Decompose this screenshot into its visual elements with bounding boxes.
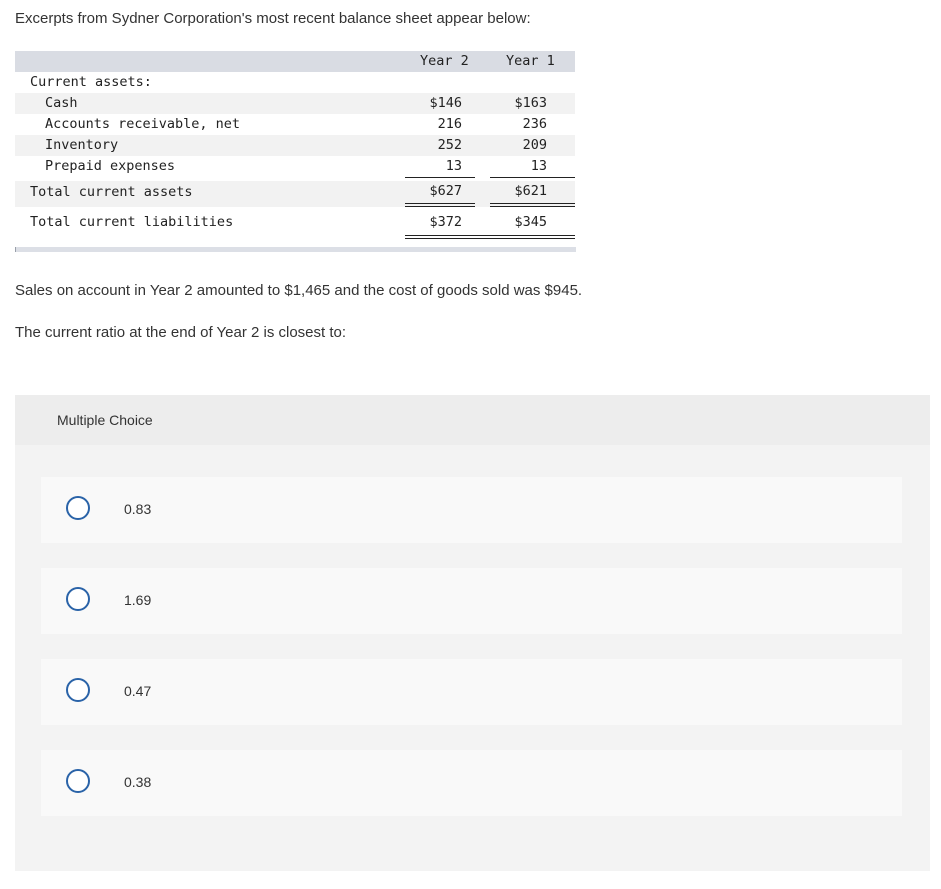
row-label-total-current-liabilities: Total current liabilities [30,214,234,230]
subtotal-rule [490,177,575,178]
radio-button-icon[interactable] [66,587,90,611]
cell-inventory-year1: 209 [522,137,547,153]
radio-button-icon[interactable] [66,678,90,702]
row-label-accounts-receivable: Accounts receivable, net [45,116,241,132]
cell-prepaid-expenses-year1: 13 [530,158,547,174]
radio-button-icon[interactable] [66,769,90,793]
multiple-choice-header [15,395,930,445]
liabilities-double-rule [405,235,575,236]
total-double-rule [490,206,575,207]
cell-accounts-receivable-year2: 216 [437,116,462,132]
choice-label: 0.38 [124,774,152,790]
choice-label: 1.69 [124,592,152,608]
row-label-total-current-assets: Total current assets [30,184,193,200]
table-header-row [15,51,575,72]
cell-total-assets-year2: $627 [429,183,462,199]
choice-option-1[interactable] [41,477,902,543]
cell-total-assets-year1: $621 [514,183,547,199]
radio-button-icon[interactable] [66,496,90,520]
cell-inventory-year2: 252 [437,137,462,153]
choice-option-2[interactable] [41,568,902,634]
cell-cash-year2: $146 [429,95,462,111]
multiple-choice-title: Multiple Choice [57,412,153,428]
cell-accounts-receivable-year1: 236 [522,116,547,132]
balance-sheet-table [15,51,575,253]
subtotal-rule [405,177,475,178]
total-double-rule [405,206,475,207]
row-label-inventory: Inventory [45,137,119,153]
row-label-cash: Cash [45,95,78,111]
cell-total-liabilities-year2: $372 [429,214,462,230]
choice-label: 0.83 [124,501,152,517]
cell-prepaid-expenses-year2: 13 [445,158,462,174]
sales-info-text: Sales on account in Year 2 amounted to $1,465 and the cost of goods sold was $945. [15,282,583,299]
question-text: The current ratio at the end of Year 2 is closest to: [15,324,347,341]
table-bottom-bar [15,247,576,252]
column-header-year-1: Year 1 [506,53,555,69]
section-label-current-assets: Current assets: [30,74,152,90]
liabilities-double-rule [405,238,575,239]
row-label-prepaid-expenses: Prepaid expenses [45,158,176,174]
choice-label: 0.47 [124,683,152,699]
cell-total-liabilities-year1: $345 [514,214,547,230]
total-double-rule [490,203,575,204]
cell-cash-year1: $163 [514,95,547,111]
choice-option-4[interactable] [41,750,902,816]
total-double-rule [405,203,475,204]
intro-text: Excerpts from Sydner Corporation's most recent balance sheet appear below: [15,10,531,27]
choice-option-3[interactable] [41,659,902,725]
multiple-choice-panel [15,395,930,871]
column-header-year-2: Year 2 [420,53,469,69]
